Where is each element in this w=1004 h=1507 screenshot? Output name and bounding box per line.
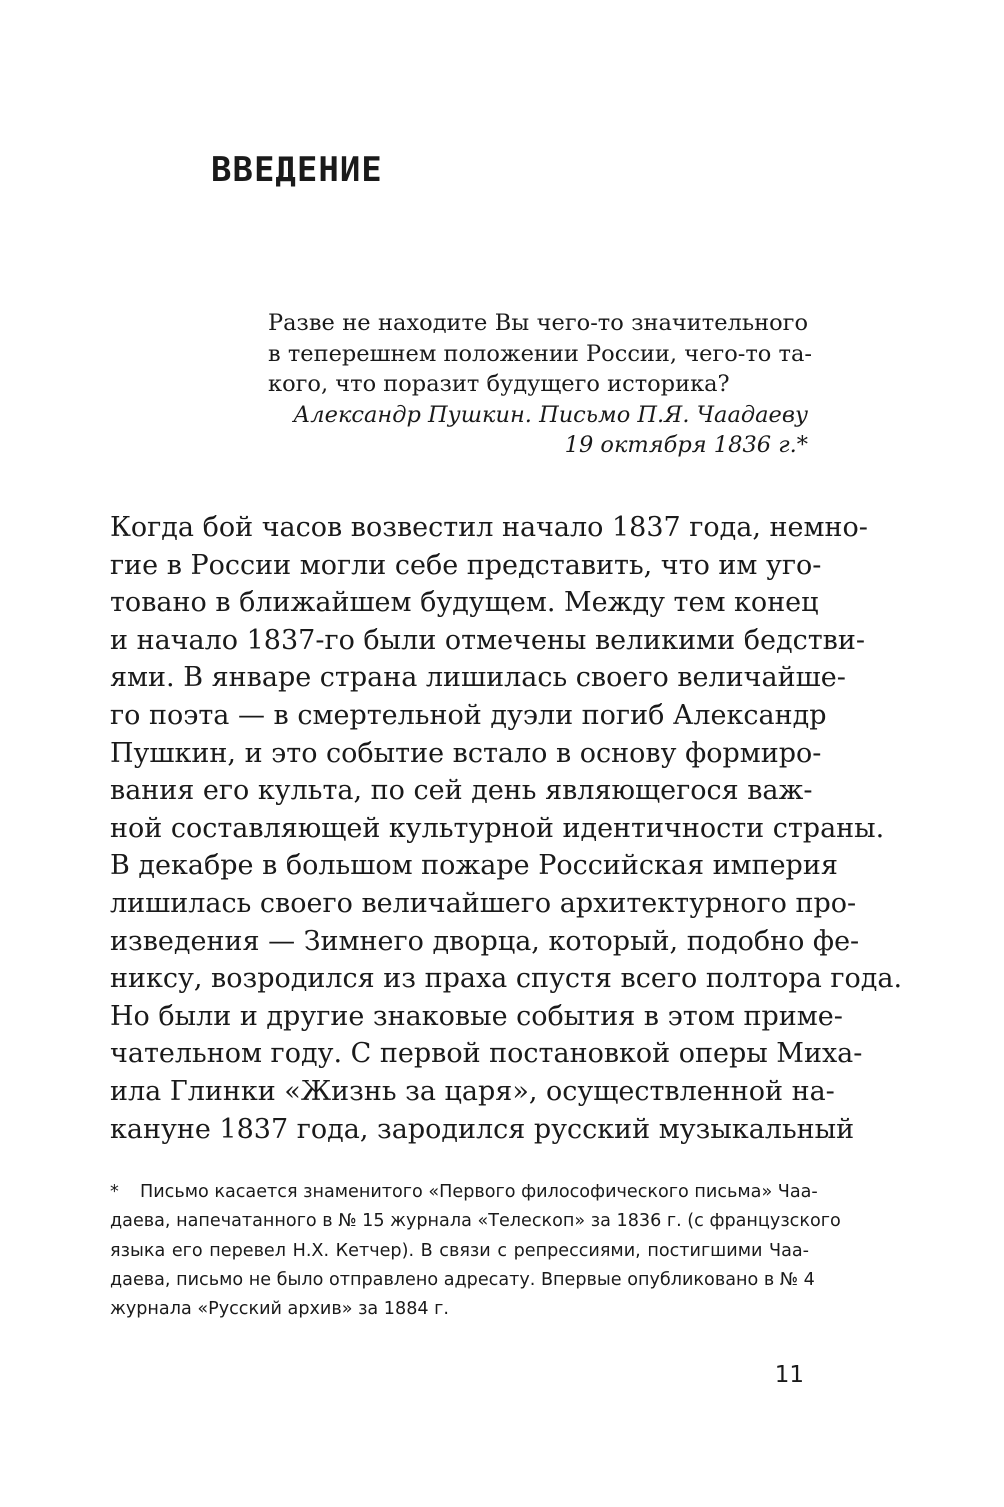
body-line: го поэта — в смертельной дуэли погиб Александр [110,699,827,731]
footnote-line: даева, напечатанного в № 15 журнала «Телескоп» за 1836 г. (с французского [110,1211,841,1232]
body-line: ями. В январе страна лишилась своего величайше- [110,662,846,694]
epigraph-line: в теперешнем положении России, чего-то та- [268,340,812,367]
body-line: товано в ближайшем будущем. Между тем конец [110,587,819,619]
body-line: ной составляющей культурной идентичности страны. [110,812,885,844]
footnote-line: языка его перевел Н.Х. Кетчер). В связи с репрессиями, постигшими Чаа- [110,1240,809,1261]
footnote-marker: * [110,1182,119,1202]
epigraph-line: Разве не находите Вы чего-то значительного [268,310,808,336]
epigraph-attribution-date: 19 октября 1836 г.* [564,432,808,458]
body-line: гие в России могли себе представить, что им уго- [110,549,822,581]
body-line: лишилась своего величайшего архитектурного про- [110,887,857,919]
epigraph [268,308,812,461]
body-line: Но были и другие знаковые события в этом приме- [110,1000,843,1032]
epigraph-attribution: Александр Пушкин. Письмо П.Я. Чаадаеву [293,401,808,428]
footnote [110,1178,841,1324]
footnote-line: журнала «Русский архив» за 1884 г. [110,1299,450,1320]
page-number: 11 [774,1362,804,1388]
chapter-title: ВВЕДЕНИЕ [211,150,383,190]
footnote-text: Письмо касается знаменитого «Первого философического письма» Чаа- [140,1182,818,1202]
body-line: и начало 1837-го были отмечены великими бедстви- [110,624,865,656]
footnote-line [110,1178,818,1207]
body-line: Пушкин, и это событие встало в основу формиро- [110,737,822,769]
body-line: изведения — Зимнего дворца, который, подобно фе- [110,925,860,957]
body-text [110,509,903,1148]
epigraph-line: кого, что поразит будущего историка? [268,371,730,397]
footnote-line: даева, письмо не было отправлено адресату. Впервые опубликовано в № 4 [110,1269,815,1290]
body-line: кануне 1837 года, зародился русский музыкальный [110,1113,855,1145]
body-line: вания его культа, по сей день являющегося важ- [110,775,813,807]
body-line: ила Глинки «Жизнь за царя», осуществленной на- [110,1075,835,1107]
body-line: никсу, возродился из праха спустя всего полтора года. [110,963,903,995]
body-line: Когда бой часов возвестил начало 1837 года, немно- [110,512,868,543]
body-line: В декабре в большом пожаре Российская империя [110,850,838,882]
body-line: чательном году. С первой постановкой оперы Миха- [110,1038,863,1070]
